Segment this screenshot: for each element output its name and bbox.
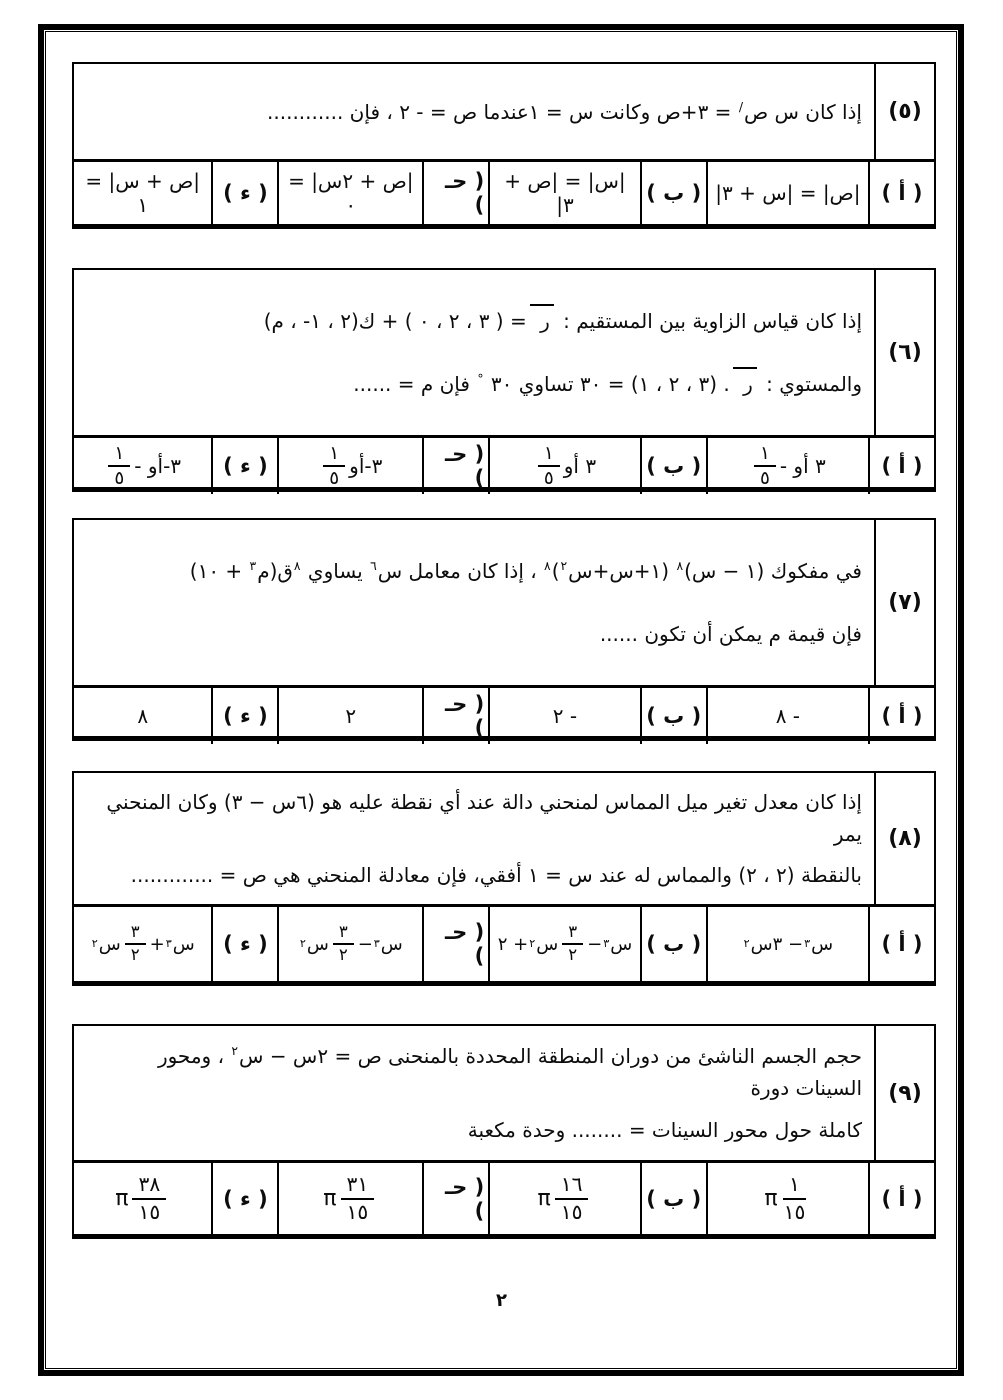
question-7-number: (٧)	[874, 520, 934, 685]
option-c-label: ( حـ )	[422, 907, 488, 981]
option-b-value: ٣ أو ١ ٥	[488, 438, 640, 494]
option-c-label: ( حـ )	[422, 1163, 488, 1234]
question-7-table	[72, 518, 936, 741]
question-line: إذا كان قياس الزاوية بين المستقيم : ر = ( ٣ ، ٢ ، ٠ ) + ك(٢ ، -١ ، م)	[263, 309, 862, 333]
option-d-label: ( ء )	[211, 688, 277, 744]
option-a-value: س ٣ − ٣س ٢	[706, 907, 868, 981]
question-7-text	[74, 520, 874, 685]
question-8-answers	[74, 904, 934, 981]
option-a-value: - ٨	[706, 688, 868, 744]
option-b-value: |س| = |ص + ٣|	[488, 162, 640, 224]
question-line: كاملة حول محور السينات = ........ وحدة مكعبة	[467, 1118, 862, 1142]
question-5-number: (٥)	[874, 64, 934, 159]
option-a-value: |ص| = |س + ٣|	[706, 162, 868, 224]
page-number: ٢	[496, 1290, 507, 1311]
option-c-value: ٣١ ١٥ π	[277, 1163, 422, 1234]
question-line: بالنقطة (٢ ، ٢) والمماس له عند س = ١ أفقي، فإن معادلة المنحني هي ص = .............	[130, 863, 862, 887]
option-c-label: ( حـ )	[422, 162, 488, 224]
option-d-label: ( ء )	[211, 1163, 277, 1234]
question-8-number: (٨)	[874, 773, 934, 904]
option-a-label: ( أ )	[868, 907, 934, 981]
question-9-answers	[74, 1160, 934, 1234]
question-line: إذا كان س ص/ = ٣+ص وكانت س = ١عندما ص = - ٢ ، فإن ............	[267, 98, 862, 124]
option-a-label: ( أ )	[868, 162, 934, 224]
option-b-label: ( ب )	[640, 1163, 706, 1234]
option-d-value: ٨	[137, 704, 149, 728]
option-d-value: ٣٨ ١٥ π	[74, 1163, 211, 1234]
option-c-value: -٣ أو ١ ٥	[277, 438, 422, 494]
option-d-label: ( ء )	[211, 907, 277, 981]
option-b-value: س ٣ − ٣ ٢ س ٢ + ٢	[488, 907, 640, 981]
question-5-text	[74, 64, 874, 159]
option-b-label: ( ب )	[640, 688, 706, 744]
question-6-answers	[74, 435, 934, 494]
option-b-label: ( ب )	[640, 907, 706, 981]
option-c-value: |ص + ٢س| = ٠	[277, 162, 422, 224]
question-line: فإن قيمة م يمكن أن تكون ......	[599, 622, 862, 646]
question-7-answers	[74, 685, 934, 744]
question-6-text	[74, 270, 874, 435]
option-a-value: ٣ أو - ١ ٥	[706, 438, 868, 494]
option-c-label: ( حـ )	[422, 688, 488, 744]
option-b-value: - ٢	[488, 688, 640, 744]
option-a-label: ( أ )	[868, 1163, 934, 1234]
question-6-table	[72, 268, 936, 492]
question-line: والمستوي : ر . (٣ ، ٢ ، ١) = ٣٠ تساوي ٣٠ ° فإن م = ......	[353, 371, 862, 396]
question-6-number: (٦)	[874, 270, 934, 435]
option-d-label: ( ء )	[211, 162, 277, 224]
option-c-value: س ٣ − ٣ ٢ س ٢	[277, 907, 422, 981]
option-b-value: ١٦ ١٥ π	[488, 1163, 640, 1234]
question-line: حجم الجسم الناشئ من دوران المنطقة المحددة بالمنحنى ص = ٢س − س$^٢$ ، ومحور السينات دورة	[157, 1043, 862, 1100]
option-d-value: س ٣ + ٣ ٢ س ٢	[91, 922, 195, 964]
option-c-label: ( حـ )	[422, 438, 488, 494]
question-5-answers	[74, 159, 934, 224]
option-a-label: ( أ )	[868, 438, 934, 494]
question-9-number: (٩)	[874, 1026, 934, 1160]
question-line: إذا كان معدل تغير ميل المماس لمنحني دالة عند أي نقطة عليه هو (٦س − ٣) وكان المنحني يمر	[106, 790, 862, 846]
option-a-value: ١ ١٥ π	[706, 1163, 868, 1234]
option-c-value: ٢	[277, 688, 422, 744]
option-d-value: -٣ أو - ١ ٥	[74, 438, 211, 494]
question-line: في مفكوك (١ − س)$^٨$ (١+س+س$^٢$)$^٨$ ، إذا كان معامل س$^٦$ يساوي $^٨$ق(م$^٣$ + ١٠)	[189, 558, 862, 583]
option-b-label: ( ب )	[640, 162, 706, 224]
option-b-label: ( ب )	[640, 438, 706, 494]
question-9-text	[74, 1026, 874, 1160]
question-5-table	[72, 62, 936, 229]
question-8-table	[72, 771, 936, 986]
option-d-value: |ص + س| = ١	[85, 169, 201, 217]
question-9-table	[72, 1024, 936, 1239]
option-a-label: ( أ )	[868, 688, 934, 744]
option-d-label: ( ء )	[211, 438, 277, 494]
question-8-text	[74, 773, 874, 904]
